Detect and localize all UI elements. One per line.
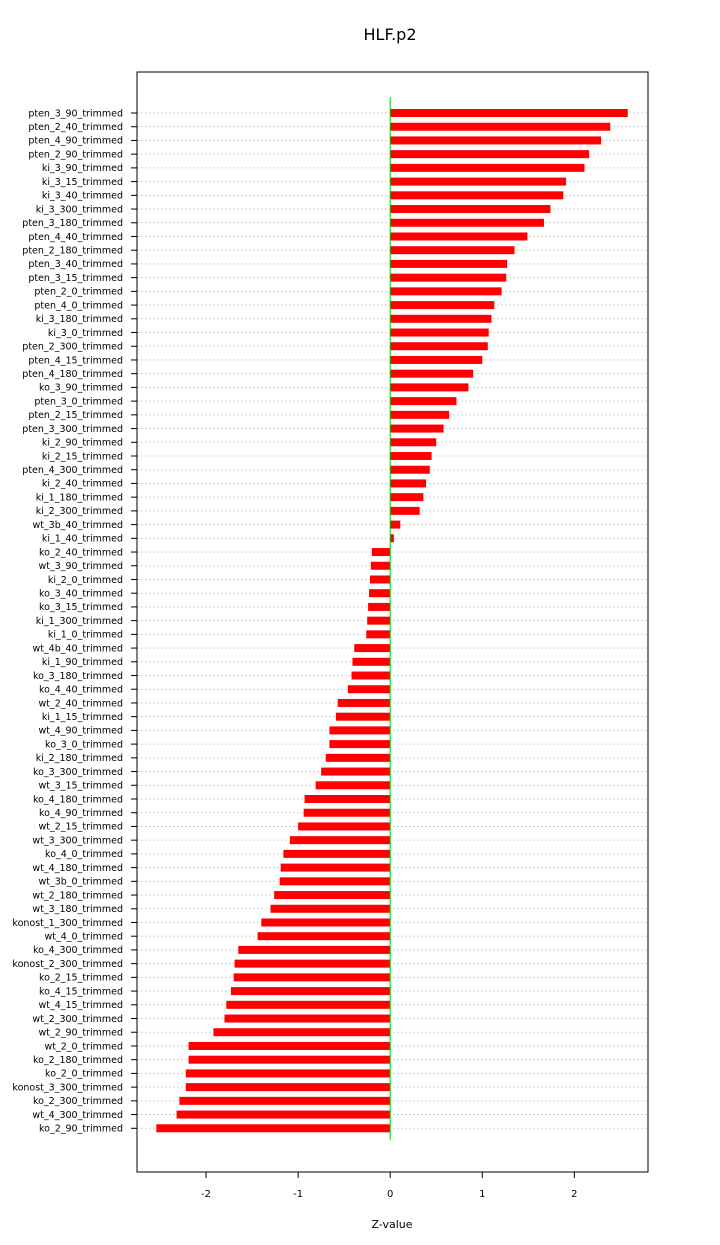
- category-label: ki_3_300_trimmed: [35, 204, 123, 216]
- x-tick-label: 0: [387, 1189, 394, 1200]
- category-label: ko_4_40_trimmed: [38, 684, 123, 696]
- bar: [390, 301, 494, 309]
- category-label: ki_1_15_trimmed: [41, 711, 123, 723]
- category-label: wt_3_15_trimmed: [38, 780, 123, 792]
- bar: [372, 548, 390, 556]
- bar: [390, 191, 563, 199]
- category-label: ki_3_180_trimmed: [35, 314, 123, 326]
- bar: [213, 1028, 390, 1036]
- category-label: konost_3_300_trimmed: [12, 1082, 123, 1094]
- category-label: ko_2_90_trimmed: [38, 1123, 123, 1135]
- category-label: wt_4_180_trimmed: [32, 862, 123, 874]
- bar: [390, 383, 468, 391]
- category-label: ki_3_0_trimmed: [47, 327, 123, 339]
- category-label: pten_2_180_trimmed: [22, 245, 123, 257]
- category-label: wt_2_15_trimmed: [38, 821, 123, 833]
- bar: [390, 521, 400, 529]
- category-label: ko_2_15_trimmed: [38, 972, 123, 984]
- category-label: ko_3_90_trimmed: [38, 382, 123, 394]
- bar: [179, 1097, 390, 1105]
- bar: [305, 795, 391, 803]
- bar: [390, 466, 430, 474]
- category-label: ko_3_40_trimmed: [38, 588, 123, 600]
- bar: [283, 850, 390, 858]
- category-label: wt_3_90_trimmed: [38, 561, 123, 573]
- x-tick-label: -1: [293, 1189, 304, 1200]
- category-label: ki_1_40_trimmed: [41, 533, 123, 545]
- bar: [231, 987, 390, 995]
- bar: [390, 356, 482, 364]
- category-label: pten_2_0_trimmed: [34, 286, 123, 298]
- bar: [390, 507, 419, 515]
- bar: [390, 232, 527, 240]
- category-label: pten_3_40_trimmed: [28, 259, 123, 271]
- category-label: ki_2_180_trimmed: [35, 753, 123, 765]
- category-label: ki_2_90_trimmed: [41, 437, 123, 449]
- bar: [390, 438, 436, 446]
- bar: [371, 562, 390, 570]
- bar: [234, 973, 391, 981]
- category-label: wt_4_15_trimmed: [38, 1000, 123, 1012]
- bar: [390, 274, 506, 282]
- bar: [226, 1001, 390, 1009]
- bar: [186, 1069, 390, 1077]
- chart-title: HLF.p2: [363, 25, 417, 44]
- x-tick-label: 1: [479, 1189, 486, 1200]
- bar: [390, 150, 589, 158]
- category-label: ko_4_180_trimmed: [32, 794, 123, 806]
- category-label: pten_4_40_trimmed: [28, 231, 123, 243]
- bar: [390, 425, 443, 433]
- category-label: ki_3_15_trimmed: [41, 176, 123, 188]
- bar: [370, 575, 390, 583]
- category-label: ki_1_90_trimmed: [41, 657, 123, 669]
- category-label: pten_2_300_trimmed: [22, 341, 123, 353]
- category-label: ko_2_300_trimmed: [32, 1096, 123, 1108]
- bar: [177, 1111, 391, 1119]
- bar: [390, 452, 431, 460]
- category-label: ko_3_300_trimmed: [32, 766, 123, 778]
- category-labels: [12, 108, 123, 1134]
- bar: [281, 864, 391, 872]
- category-label: wt_4_90_trimmed: [38, 725, 123, 737]
- category-label: ko_4_90_trimmed: [38, 808, 123, 820]
- category-label: wt_2_90_trimmed: [38, 1027, 123, 1039]
- category-label: ki_2_40_trimmed: [41, 478, 123, 490]
- x-axis-ticks: [131, 113, 578, 1200]
- category-label: wt_2_300_trimmed: [32, 1013, 123, 1025]
- category-label: ki_1_300_trimmed: [35, 615, 123, 627]
- bar: [238, 946, 390, 954]
- category-label: ki_1_0_trimmed: [47, 629, 123, 641]
- bar: [189, 1056, 391, 1064]
- category-label: wt_2_40_trimmed: [38, 698, 123, 710]
- bar: [329, 726, 390, 734]
- category-label: ko_2_0_trimmed: [45, 1068, 123, 1080]
- bar: [390, 178, 566, 186]
- bar: [224, 1015, 390, 1023]
- bar: [338, 699, 390, 707]
- category-label: pten_3_300_trimmed: [22, 423, 123, 435]
- bar: [156, 1124, 390, 1132]
- bar: [390, 123, 610, 131]
- category-label: ko_4_0_trimmed: [45, 849, 123, 861]
- bar: [390, 205, 550, 213]
- category-label: pten_4_300_trimmed: [22, 465, 123, 477]
- bar: [329, 740, 390, 748]
- bar: [261, 918, 390, 926]
- category-label: ki_2_15_trimmed: [41, 451, 123, 463]
- category-label: wt_3b_0_trimmed: [38, 876, 123, 888]
- category-label: pten_4_90_trimmed: [28, 135, 123, 147]
- bar: [390, 329, 489, 337]
- category-label: ko_2_180_trimmed: [32, 1054, 123, 1066]
- category-label: ki_3_40_trimmed: [41, 190, 123, 202]
- bar: [390, 260, 507, 268]
- category-label: ko_2_40_trimmed: [38, 547, 123, 559]
- category-label: konost_2_300_trimmed: [12, 958, 123, 970]
- bar: [189, 1042, 391, 1050]
- category-label: ki_3_90_trimmed: [41, 163, 123, 175]
- bar: [352, 658, 390, 666]
- bar: [390, 534, 394, 542]
- bar: [316, 781, 391, 789]
- bar: [390, 109, 628, 117]
- category-label: ko_3_180_trimmed: [32, 670, 123, 682]
- category-label: pten_3_0_trimmed: [34, 396, 123, 408]
- bar: [304, 809, 391, 817]
- category-label: ki_2_300_trimmed: [35, 506, 123, 518]
- bar: [390, 411, 449, 419]
- category-label: wt_4_300_trimmed: [32, 1109, 123, 1121]
- bar: [354, 644, 390, 652]
- x-tick-label: -2: [201, 1189, 212, 1200]
- category-label: wt_4b_40_trimmed: [32, 643, 123, 655]
- bar: [390, 493, 423, 501]
- bar: [390, 164, 584, 172]
- bar: [271, 905, 391, 913]
- bar: [390, 342, 488, 350]
- x-tick-label: 2: [571, 1189, 578, 1200]
- bar: [290, 836, 390, 844]
- bar: [390, 219, 544, 227]
- bar: [352, 672, 391, 680]
- category-label: ko_3_15_trimmed: [38, 602, 123, 614]
- category-label: ki_1_180_trimmed: [35, 492, 123, 504]
- category-label: wt_2_0_trimmed: [44, 1041, 123, 1053]
- category-label: pten_4_0_trimmed: [34, 300, 123, 312]
- bar: [186, 1083, 390, 1091]
- bar: [298, 822, 390, 830]
- category-label: pten_2_90_trimmed: [28, 149, 123, 161]
- category-label: wt_4_0_trimmed: [44, 931, 123, 943]
- bar: [274, 891, 390, 899]
- category-label: pten_2_15_trimmed: [28, 410, 123, 422]
- bar: [368, 603, 390, 611]
- category-label: wt_2_180_trimmed: [32, 890, 123, 902]
- category-label: ki_2_0_trimmed: [47, 574, 123, 586]
- x-axis-label: Z-value: [371, 1218, 413, 1231]
- bar: [366, 630, 390, 638]
- bar: [336, 713, 390, 721]
- category-label: pten_3_180_trimmed: [22, 218, 123, 230]
- category-label: ko_4_300_trimmed: [32, 945, 123, 957]
- category-label: pten_4_15_trimmed: [28, 355, 123, 367]
- category-label: pten_4_180_trimmed: [22, 368, 123, 380]
- bar: [390, 315, 491, 323]
- bar: [390, 246, 514, 254]
- bar: [390, 287, 501, 295]
- bar: [258, 932, 391, 940]
- bar: [235, 960, 391, 968]
- category-label: wt_3b_40_trimmed: [32, 519, 123, 531]
- bar: [280, 877, 390, 885]
- category-label: pten_3_90_trimmed: [28, 108, 123, 120]
- category-label: wt_3_180_trimmed: [32, 904, 123, 916]
- category-label: pten_2_40_trimmed: [28, 122, 123, 134]
- bar: [326, 754, 390, 762]
- bar: [367, 617, 390, 625]
- category-label: ko_4_15_trimmed: [38, 986, 123, 998]
- category-label: konost_1_300_trimmed: [12, 917, 123, 929]
- category-label: wt_3_300_trimmed: [32, 835, 123, 847]
- bar: [348, 685, 390, 693]
- bar: [390, 136, 601, 144]
- bar: [390, 397, 456, 405]
- bar: [321, 768, 390, 776]
- bar: [390, 479, 426, 487]
- category-label: pten_3_15_trimmed: [28, 272, 123, 284]
- category-label: ko_3_0_trimmed: [45, 739, 123, 751]
- bar: [390, 370, 473, 378]
- bar: [369, 589, 390, 597]
